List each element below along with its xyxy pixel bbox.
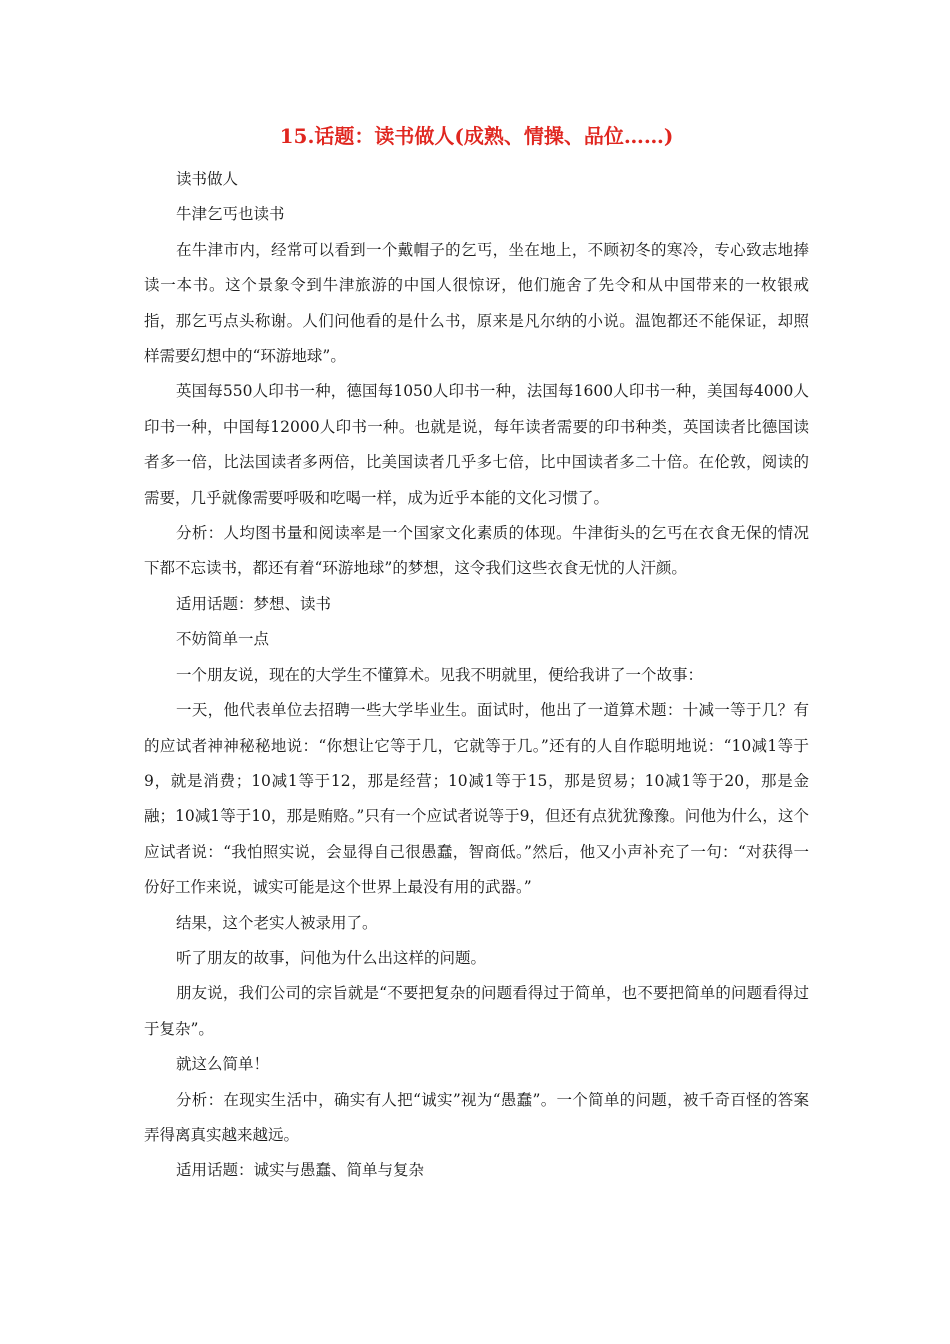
section-heading: 读书做人: [176, 170, 239, 188]
topic-line: 适用话题：诚实与愚蠢、简单与复杂: [176, 1161, 425, 1180]
analysis-paragraph: 分析：人均图书量和阅读率是一个国家文化素质的体现。牛津街头的乞丐在衣食无保的情况下都不忘读书，都还有着“环游地球”的梦想，这令我们这些衣食无忧的人汗颜。: [144, 524, 809, 578]
body-paragraph: 英国每550人印书一种，德国每1050人印书一种，法国每1600人印书一种，美国每4000人印书一种，中国每12000人印书一种。也就是说，每年读者需要的印书种类，英国读者比德国读者多一倍，比法国读者多两倍，比美国读者几乎多七倍，比中国读者多二十倍。在伦敦，阅读的需要，几乎就像需要呼吸和吃喝一样，成为近乎本能的文化习惯了。: [144, 382, 809, 507]
story-title: 不妨简单一点: [176, 630, 270, 649]
body-paragraph: 一个朋友说，现在的大学生不懂算术。见我不明就里，便给我讲了一个故事：: [176, 665, 704, 684]
body-paragraph: 就这么简单！: [176, 1055, 270, 1074]
body-paragraph: 结果，这个老实人被录用了。: [176, 913, 378, 932]
body-paragraph: 听了朋友的故事，问他为什么出这样的问题。: [176, 948, 487, 967]
body-paragraph: 一天，他代表单位去招聘一些大学毕业生。面试时，他出了一道算术题：十减一等于几？有的应试者神神秘秘地说：“你想让它等于几，它就等于几。”还有的人自作聪明地说：“10减1等于9，就是消费；10减1等于12，那是经营；10减1等于15，那是贸易；10减1等于20，那是金融；10减1等于10，那是贿赂。”只有一个应试者说等于9，但还有点犹犹豫豫。问他为什么，这个应试者说：“我怕照实说，会显得自己很愚蠢，智商低。”然后，他又小声补充了一句：“对获得一份好工作来说，诚实可能是这个世界上最没有用的武器。”: [144, 701, 809, 897]
analysis-paragraph: 分析：在现实生活中，确实有人把“诚实”视为“愚蠢”。一个简单的问题，被千奇百怪的答案弄得离真实越来越远。: [144, 1090, 809, 1144]
body-paragraph: 朋友说，我们公司的宗旨就是“不要把复杂的问题看得过于简单，也不要把简单的问题看得过于复杂”。: [144, 984, 809, 1038]
document-page: [144, 116, 809, 1189]
story-title: 牛津乞丐也读书: [176, 205, 285, 224]
topic-line: 适用话题：梦想、读书: [176, 594, 332, 613]
body-paragraph: 在牛津市内，经常可以看到一个戴帽子的乞丐，坐在地上，不顾初冬的寒冷，专心致志地捧读一本书。这个景象令到牛津旅游的中国人很惊讶，他们施舍了先令和从中国带来的一枚银戒指，那乞丐点头称谢。人们问他看的是什么书，原来是凡尔纳的小说。温饱都还不能保证，却照样需要幻想中的“环游地球”。: [144, 240, 809, 366]
document-title: 15.话题：读书做人(成熟、情操、品位……): [279, 124, 674, 148]
